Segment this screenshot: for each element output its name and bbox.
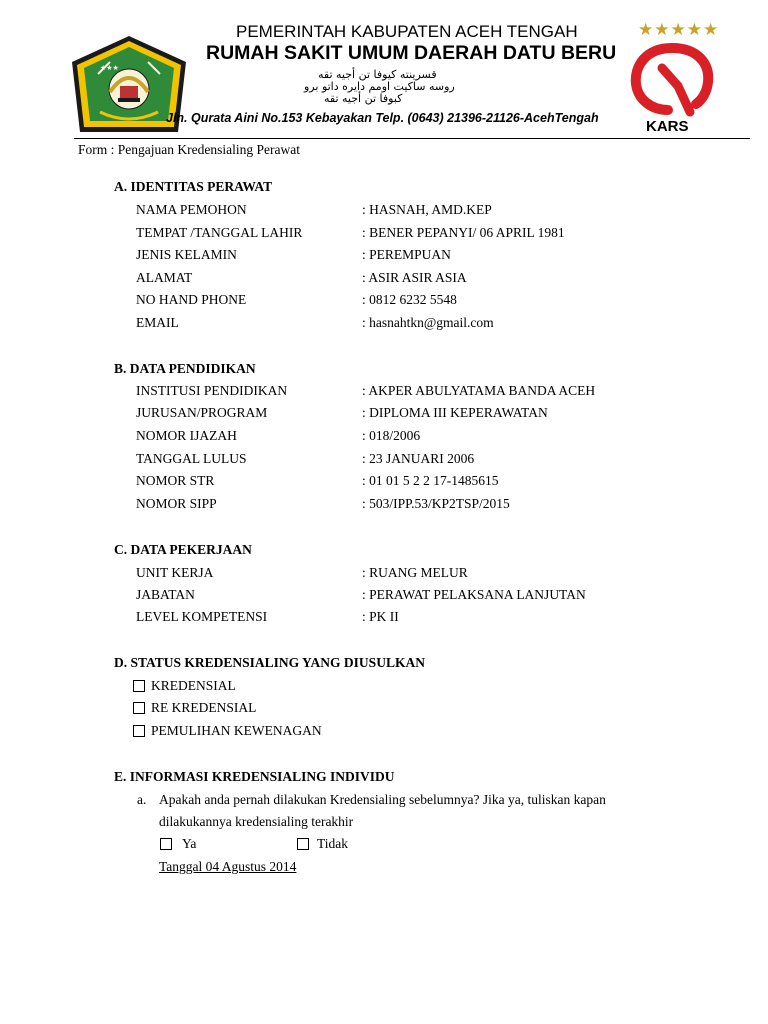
arabic-line-3: كبوفا تن أجيه تقه bbox=[324, 92, 403, 105]
hospital-name: RUMAH SAKIT UMUM DAERAH DATU BERU bbox=[206, 42, 617, 64]
label-tanggal-lulus: TANGGAL LULUS bbox=[136, 451, 247, 466]
label-jabatan: JABATAN bbox=[136, 587, 195, 602]
question-marker: a. bbox=[137, 792, 147, 807]
section-b-heading: B. DATA PENDIDIKAN bbox=[114, 361, 256, 376]
tidak-option-label: Tidak bbox=[317, 836, 349, 851]
label-no-hand-phone: NO HAND PHONE bbox=[136, 292, 247, 307]
value-nomor-sipp: : 503/IPP.53/KP2TSP/2015 bbox=[362, 496, 510, 511]
re-kredensial-checkbox[interactable] bbox=[133, 702, 145, 714]
kars-logo-icon bbox=[628, 42, 716, 118]
label-nomor-ijazah: NOMOR IJAZAH bbox=[136, 428, 237, 443]
value-unit-kerja: : RUANG MELUR bbox=[362, 565, 468, 580]
pemulihan-kewenangan-checkbox[interactable] bbox=[133, 725, 145, 737]
value-jurusan-program: : DIPLOMA III KEPERAWATAN bbox=[362, 405, 548, 420]
section-a-heading: A. IDENTITAS PERAWAT bbox=[114, 179, 273, 194]
value-no-hand-phone: : 0812 6232 5548 bbox=[362, 292, 457, 307]
label-tempat-tanggal-lahir: TEMPAT /TANGGAL LAHIR bbox=[136, 225, 303, 240]
section-c-heading: C. DATA PEKERJAAN bbox=[114, 542, 252, 557]
value-institusi-pendidikan: : AKPER ABULYATAMA BANDA ACEH bbox=[362, 383, 596, 398]
label-jenis-kelamin: JENIS KELAMIN bbox=[136, 247, 237, 262]
label-email: EMAIL bbox=[136, 315, 179, 330]
label-alamat: ALAMAT bbox=[136, 270, 193, 285]
label-nomor-str: NOMOR STR bbox=[136, 473, 215, 488]
value-nama-pemohon: : HASNAH, AMD.KEP bbox=[362, 202, 492, 217]
re-kredensial-option-label: RE KREDENSIAL bbox=[151, 700, 257, 715]
value-jenis-kelamin: : PEREMPUAN bbox=[362, 247, 451, 262]
label-nama-pemohon: NAMA PEMOHON bbox=[136, 202, 247, 217]
ya-checkbox[interactable] bbox=[160, 838, 172, 850]
value-nomor-ijazah: : 018/2006 bbox=[362, 428, 421, 443]
svg-text:★★★: ★★★ bbox=[100, 64, 119, 72]
ya-option-label: Ya bbox=[182, 836, 197, 851]
question-line-1: Apakah anda pernah dilakukan Kredensialing sebelumnya? Jika ya, tuliskan kapan bbox=[159, 792, 606, 807]
value-level-kompetensi: : PK II bbox=[362, 609, 399, 624]
kredensial-option-label: KREDENSIAL bbox=[151, 678, 236, 693]
arabic-line-2: روسه ساكيت اومم دايره داتو برو bbox=[304, 80, 455, 93]
label-institusi-pendidikan: INSTITUSI PENDIDIKAN bbox=[136, 383, 288, 398]
section-e-heading: E. INFORMASI KREDENSIALING INDIVIDU bbox=[114, 769, 395, 784]
tidak-checkbox[interactable] bbox=[297, 838, 309, 850]
label-level-kompetensi: LEVEL KOMPETENSI bbox=[136, 609, 268, 624]
kars-stars: ★★★★★ bbox=[638, 20, 720, 40]
value-jabatan: : PERAWAT PELAKSANA LANJUTAN bbox=[362, 587, 586, 602]
section-d-heading: D. STATUS KREDENSIALING YANG DIUSULKAN bbox=[114, 655, 425, 670]
question-line-2: dilakukannya kredensialing terakhir bbox=[159, 814, 354, 829]
value-alamat: : ASIR ASIR ASIA bbox=[362, 270, 467, 285]
label-jurusan-program: JURUSAN/PROGRAM bbox=[136, 405, 268, 420]
government-name: PEMERINTAH KABUPATEN ACEH TENGAH bbox=[236, 22, 578, 41]
value-tanggal-lulus: : 23 JANUARI 2006 bbox=[362, 451, 475, 466]
value-tempat-tanggal-lahir: : BENER PEPANYI/ 06 APRIL 1981 bbox=[362, 225, 565, 240]
label-nomor-sipp: NOMOR SIPP bbox=[136, 496, 217, 511]
arabic-line-1: قسرينته كيوفا تن أجيه تقه bbox=[318, 68, 437, 81]
credential-date: Tanggal 04 Agustus 2014 bbox=[159, 859, 297, 874]
value-email: : hasnahtkn@gmail.com bbox=[362, 315, 494, 330]
label-unit-kerja: UNIT KERJA bbox=[136, 565, 214, 580]
hospital-address: Jln. Qurata Aini No.153 Kebayakan Telp. (0643) 21396-21126-AcehTengah bbox=[166, 111, 599, 125]
value-nomor-str: : 01 01 5 2 2 17-1485615 bbox=[362, 473, 499, 488]
header-divider bbox=[74, 138, 750, 139]
kredensial-checkbox[interactable] bbox=[133, 680, 145, 692]
kars-label: KARS bbox=[646, 118, 689, 135]
pemulihan-kewenangan-option-label: PEMULIHAN KEWENAGAN bbox=[151, 723, 322, 738]
form-title: Form : Pengajuan Kredensialing Perawat bbox=[78, 142, 300, 157]
